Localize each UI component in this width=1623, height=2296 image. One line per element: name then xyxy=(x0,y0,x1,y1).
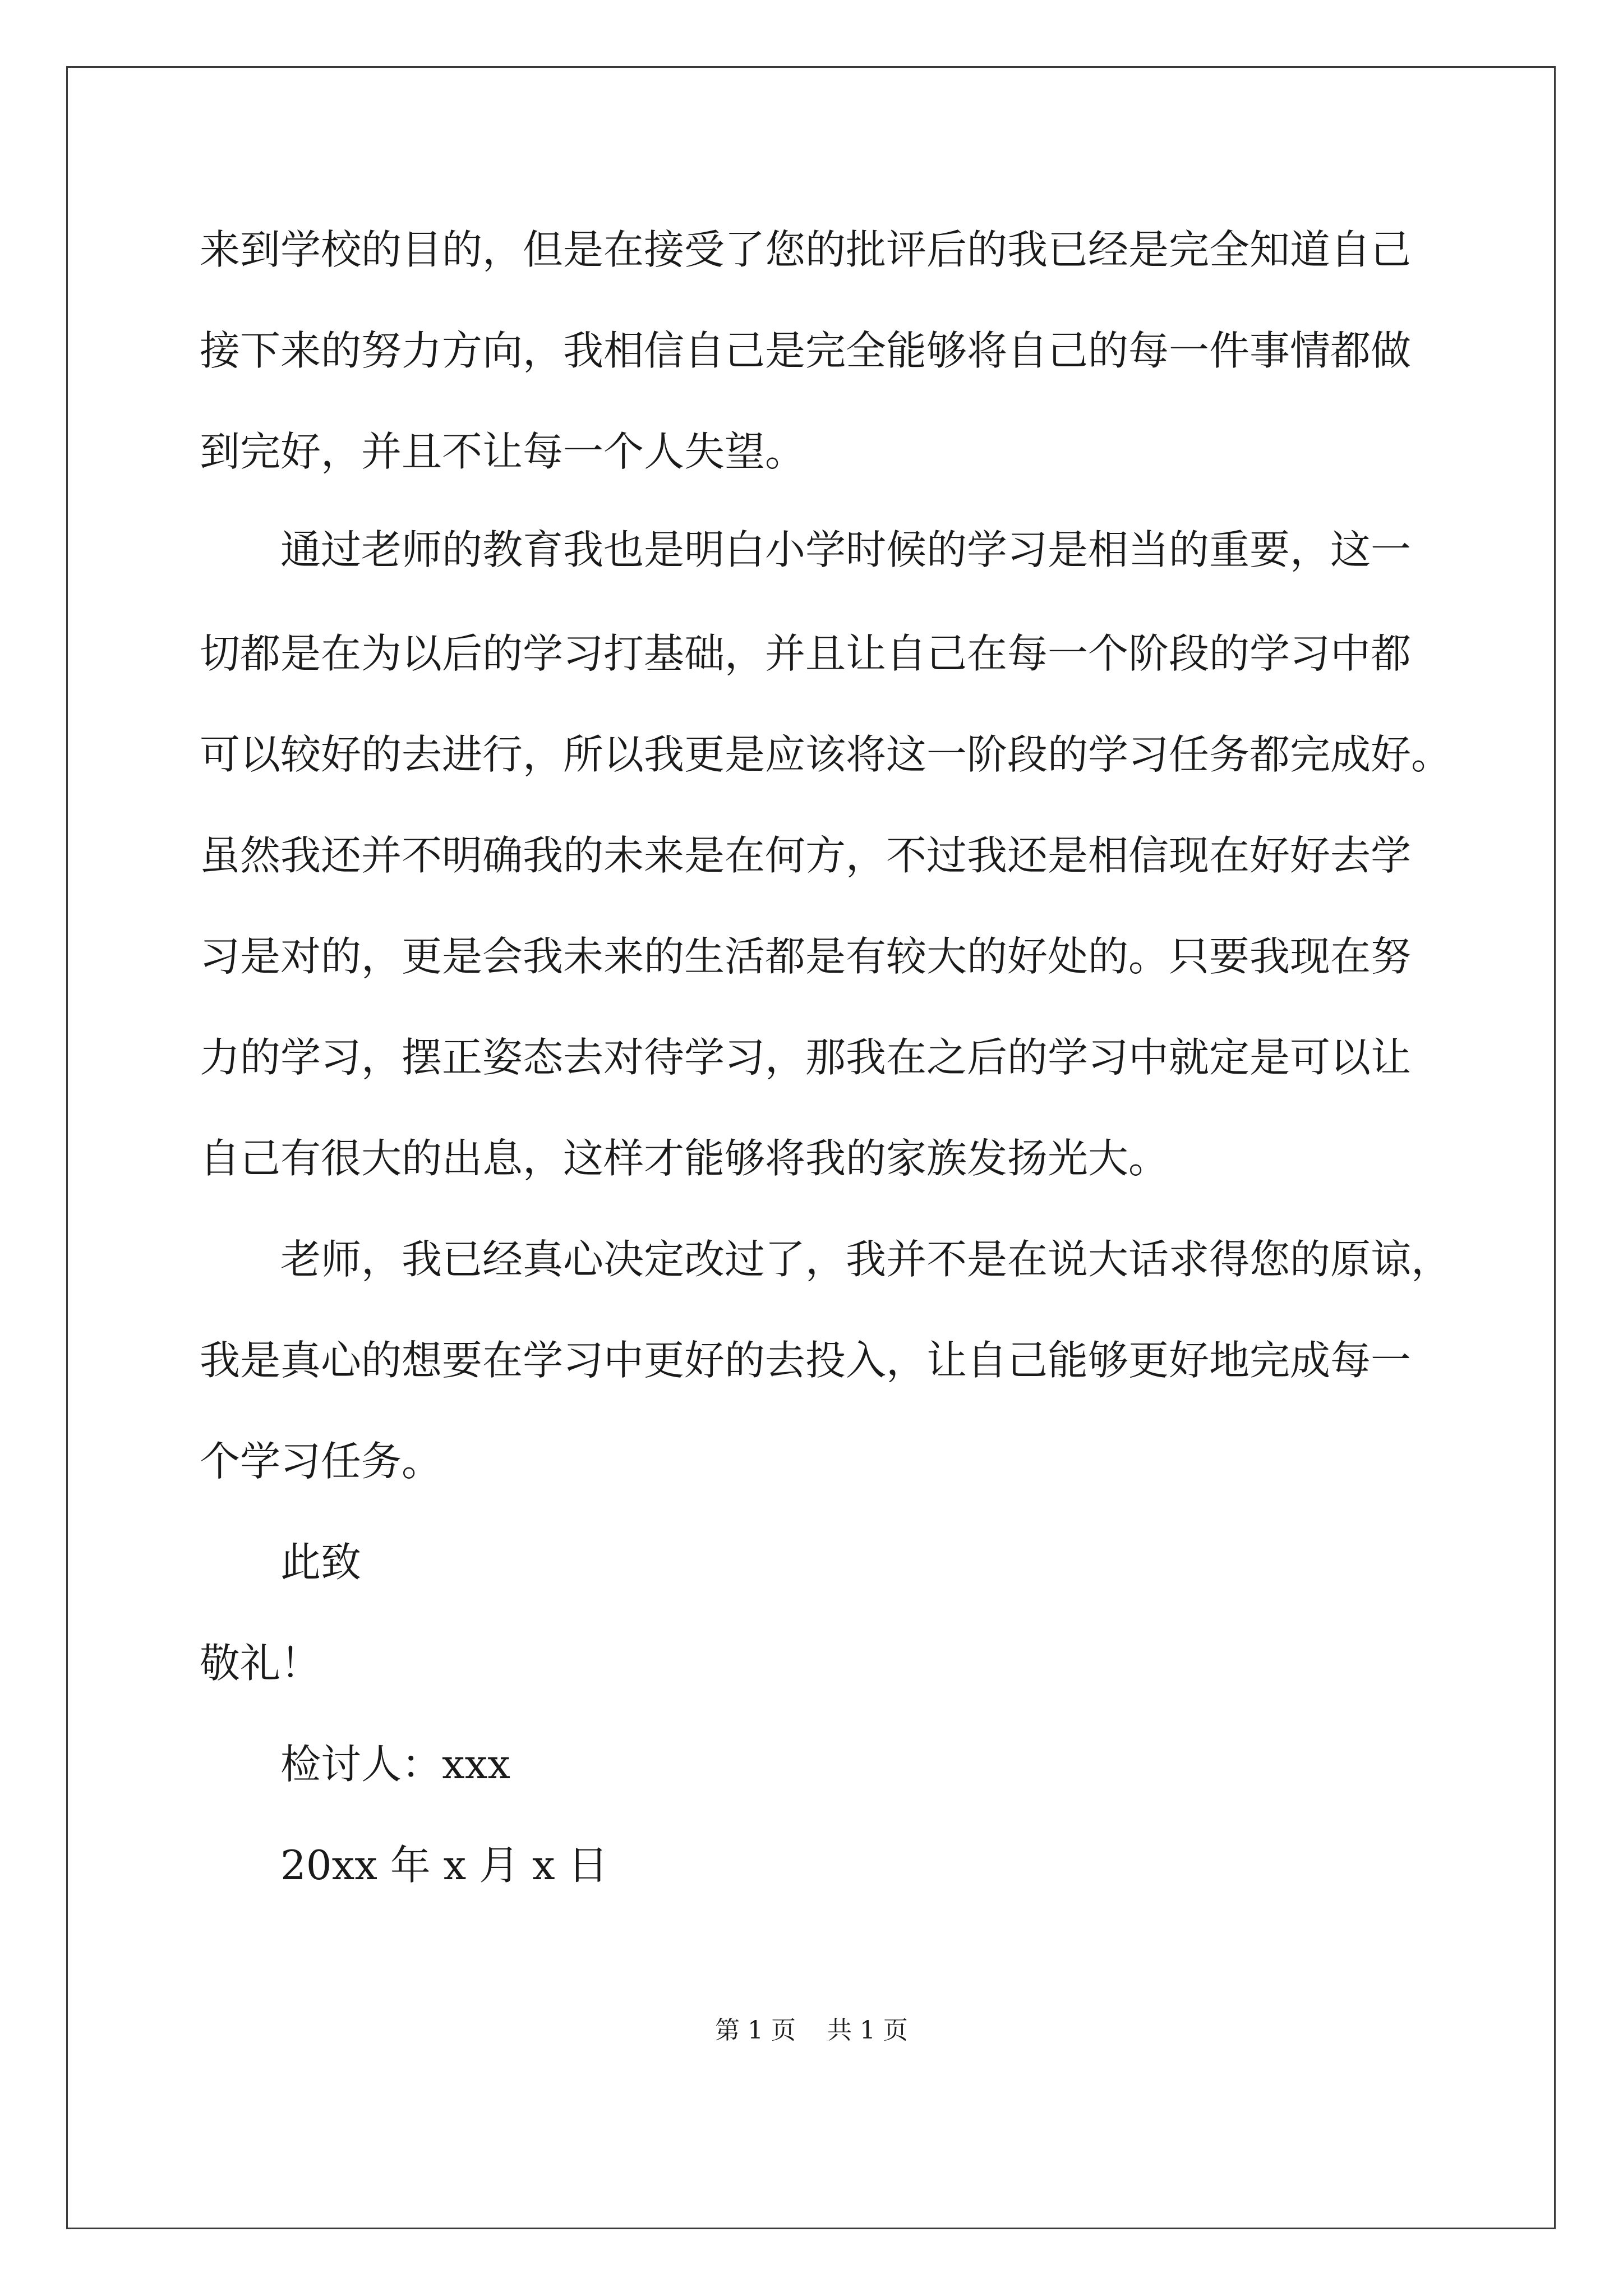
date-line: 20xx 年 x 月 x 日 xyxy=(280,1842,608,1889)
signer-line: 检讨人：xxx xyxy=(280,1741,510,1788)
closing-salutation: 此致 xyxy=(280,1539,362,1586)
body-line-1: 来到学校的目的，但是在接受了您的批评后的我已经是完全知道自己 xyxy=(200,226,1412,273)
body-line-11: 老师，我已经真心决定改过了，我并不是在说大话求得您的原谅， xyxy=(280,1236,1452,1283)
body-line-9: 力的学习，摆正姿态去对待学习，那我在之后的学习中就定是可以让 xyxy=(200,1034,1412,1081)
body-line-6: 可以较好的去进行，所以我更是应该将这一阶段的学习任务都完成好。 xyxy=(200,731,1452,778)
closing-regards: 敬礼！ xyxy=(200,1640,321,1687)
body-line-10: 自己有很大的出息，这样才能够将我的家族发扬光大。 xyxy=(200,1135,1169,1182)
body-line-13: 个学习任务。 xyxy=(200,1438,442,1485)
body-line-4: 通过老师的教育我也是明白小学时候的学习是相当的重要，这一 xyxy=(280,526,1412,573)
body-line-7: 虽然我还并不明确我的未来是在何方，不过我还是相信现在好好去学 xyxy=(200,832,1412,879)
body-line-2: 接下来的努力方向，我相信自己是完全能够将自己的每一件事情都做 xyxy=(200,327,1412,374)
body-line-3: 到完好，并且不让每一个人失望。 xyxy=(200,428,806,475)
body-line-5: 切都是在为以后的学习打基础，并且让自己在每一个阶段的学习中都 xyxy=(200,630,1412,677)
body-line-8: 习是对的，更是会我未来的生活都是有较大的好处的。只要我现在努 xyxy=(200,933,1412,980)
body-line-12: 我是真心的想要在学习中更好的去投入，让自己能够更好地完成每一 xyxy=(200,1337,1412,1384)
page-footer: 第 1 页 共 1 页 xyxy=(715,2016,908,2045)
